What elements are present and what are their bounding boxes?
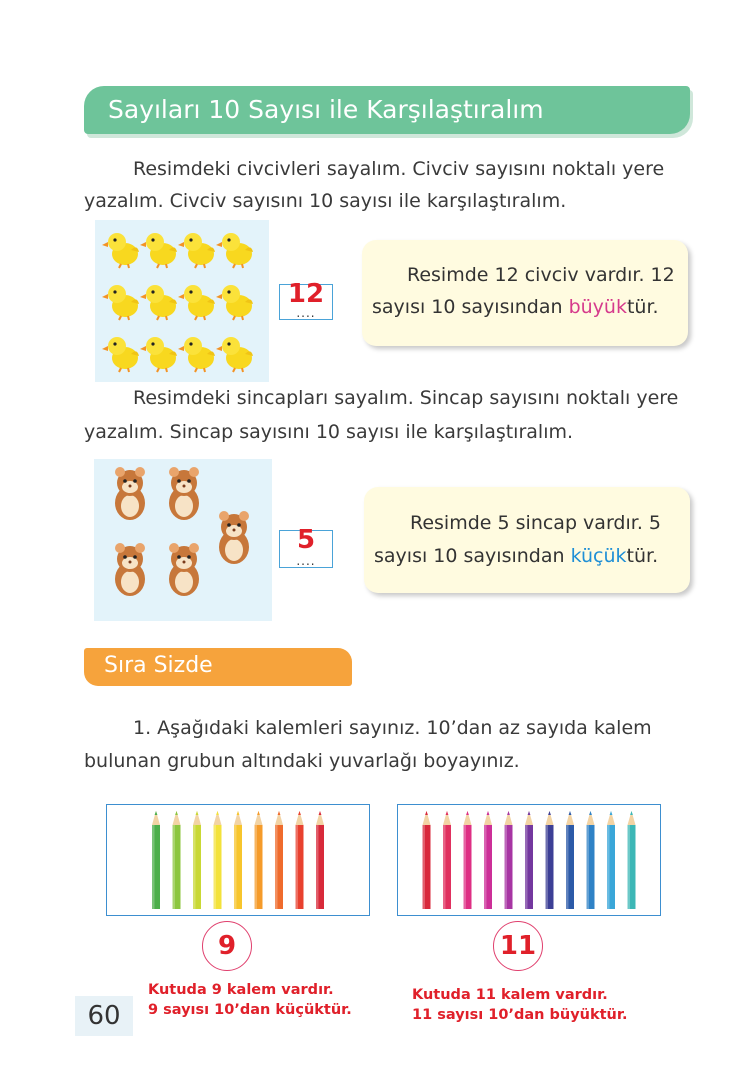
hamster-icon (219, 511, 249, 564)
chick-icon (140, 337, 177, 372)
chick-icon (102, 337, 139, 372)
left-note-line2: 9 sayısı 10’dan küçüktür. (148, 1002, 352, 1018)
pencil-icon (587, 811, 595, 909)
right-note-line1: Kutuda 11 kalem vardır. (412, 987, 608, 1003)
squirrel-result-line2 (374, 545, 658, 567)
squirrel-answer: 5 (296, 525, 316, 555)
chick-icon (216, 337, 253, 372)
pencil-icon (296, 811, 304, 909)
chick-icon (178, 233, 215, 268)
hamster-icon (169, 467, 199, 520)
chick-result-text: sayısı 10 sayısından (372, 296, 569, 318)
squirrel-result-text: sayısı 10 sayısından (374, 545, 571, 567)
squirrel-group (94, 459, 272, 621)
chick-icon (140, 233, 177, 268)
hamster-icon (169, 543, 199, 596)
pencil-icon (443, 811, 451, 909)
chick-icon (216, 285, 253, 320)
right-answer-circle[interactable] (493, 921, 543, 971)
chick-icon (102, 285, 139, 320)
page-number: 60 (75, 996, 133, 1036)
section-title: Sayıları 10 Sayısı ile Karşılaştıralım (108, 95, 544, 124)
pencil-group-left (107, 805, 369, 915)
pencil-icon (484, 811, 492, 909)
chick-result-card (362, 240, 688, 346)
chick-answer: 12 (287, 279, 325, 309)
pencil-icon (525, 811, 533, 909)
pencil-icon (173, 811, 181, 909)
pencil-icon (316, 811, 324, 909)
pencil-icon (464, 811, 472, 909)
squirrel-instruction-line1: Resimdeki sincapları sayalım. Sincap sayısını noktalı yere (133, 387, 679, 409)
pencil-group-right (398, 805, 660, 915)
pencil-icon (255, 811, 263, 909)
chick-icon (102, 233, 139, 268)
exercise-line2: bulunan grubun altındaki yuvarlağı boyayınız. (84, 750, 520, 772)
pencil-icon (423, 811, 431, 909)
chick-instruction-line2: yazalım. Civciv sayısını 10 sayısı ile karşılaştıralım. (84, 190, 567, 212)
your-turn-title: Sıra Sizde (104, 653, 213, 678)
squirrel-answer-box[interactable] (279, 525, 333, 568)
squirrel-result-card (364, 487, 690, 593)
left-count: 9 (217, 931, 237, 961)
hamster-icon (115, 467, 145, 520)
left-note-line1: Kutuda 9 kalem vardır. (148, 982, 334, 998)
chick-result-line1: Resimde 12 civciv vardır. 12 (407, 264, 675, 286)
pencil-icon (546, 811, 554, 909)
pencil-icon (152, 811, 160, 909)
squirrel-result-line1: Resimde 5 sincap vardır. 5 (410, 512, 661, 534)
pencil-icon (234, 811, 242, 909)
squirrel-picture (94, 459, 272, 621)
left-answer-circle[interactable] (202, 921, 252, 971)
pencil-box-left (106, 804, 370, 916)
chick-icon (216, 233, 253, 268)
chick-grid (95, 220, 269, 382)
pencil-box-right (397, 804, 661, 916)
pencil-icon (193, 811, 201, 909)
chick-result-line2 (372, 296, 659, 318)
chick-icon (178, 285, 215, 320)
right-note-line2: 11 sayısı 10’dan büyüktür. (412, 1007, 628, 1023)
exercise-line1: 1. Aşağıdaki kalemleri sayınız. 10’dan az sayıda kalem (133, 717, 652, 739)
pencil-icon (275, 811, 283, 909)
chick-picture (95, 220, 269, 382)
pencil-icon (628, 811, 636, 909)
squirrel-instruction-line2: yazalım. Sincap sayısını 10 sayısı ile karşılaştıralım. (84, 421, 574, 443)
comparison-word-greater: büyük (568, 296, 627, 318)
chick-icon (140, 285, 177, 320)
pencil-icon (566, 811, 574, 909)
squirrel-result-suffix: tür. (626, 545, 659, 567)
chick-icon (178, 337, 215, 372)
pencil-icon (505, 811, 513, 909)
comparison-word-smaller: küçük (570, 545, 627, 567)
pencil-icon (214, 811, 222, 909)
answer-dots: .... (296, 554, 316, 568)
pencil-icon (607, 811, 615, 909)
chick-instruction-line1: Resimdeki civcivleri sayalım. Civciv sayısını noktalı yere (133, 158, 665, 180)
right-count: 11 (499, 931, 537, 961)
answer-dots: .... (296, 306, 316, 320)
hamster-icon (115, 543, 145, 596)
chick-result-suffix: tür. (626, 296, 659, 318)
chick-answer-box[interactable] (279, 279, 333, 320)
